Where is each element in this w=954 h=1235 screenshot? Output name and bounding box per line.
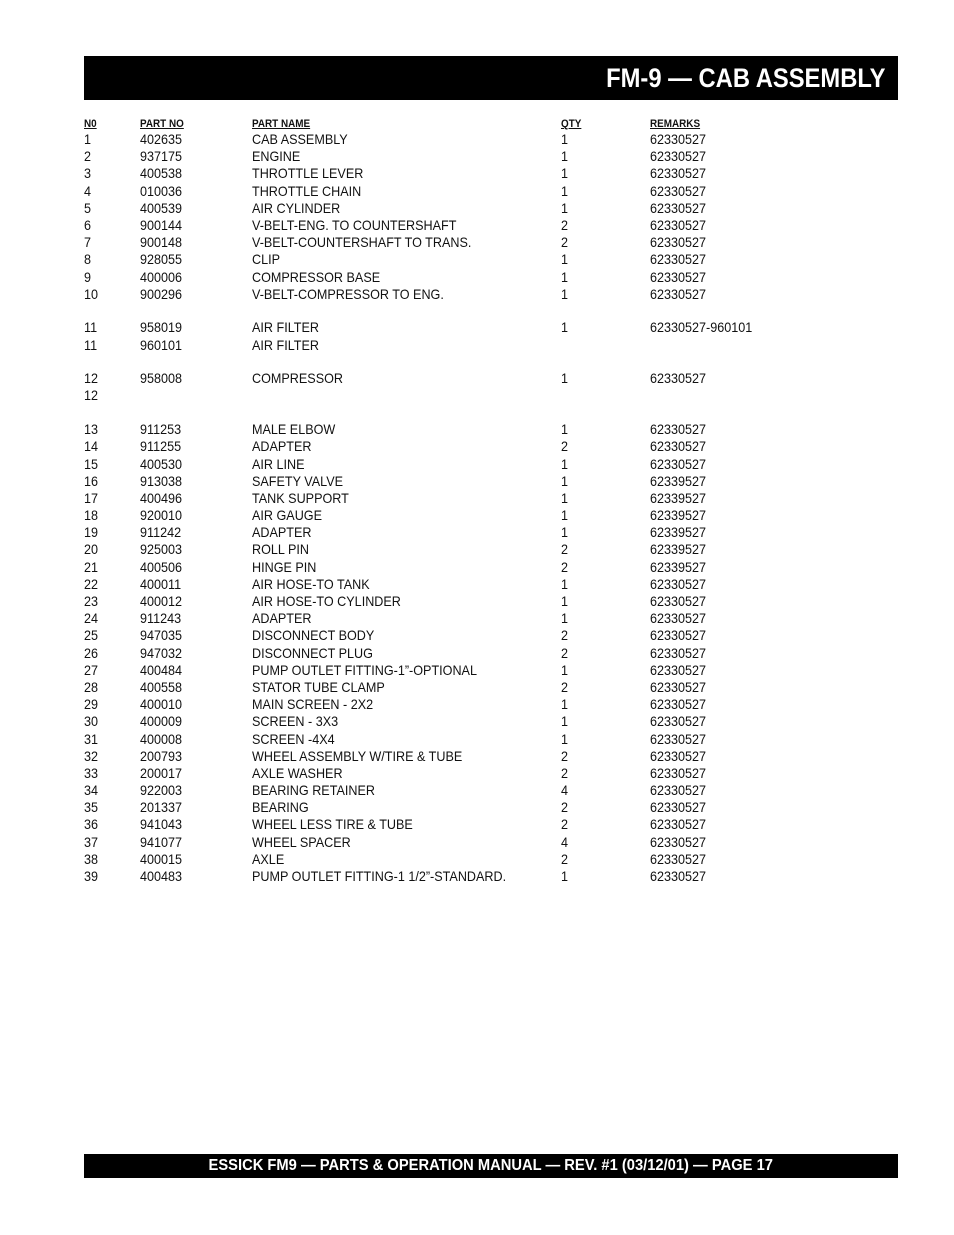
part-name-cell: COMPRESSOR BASE [252, 268, 381, 285]
part-name-cell: AIR FILTER [252, 319, 319, 336]
part-number-cell: 1 [84, 131, 92, 147]
part-name-cell: THROTTLE CHAIN [252, 182, 362, 199]
part-number-cell: 26 [84, 644, 99, 661]
qty-cell: 2 [561, 816, 569, 833]
page-footer-bar [84, 1154, 898, 1178]
table-row [84, 217, 844, 234]
part-name-cell: AIR CYLINDER [252, 199, 341, 216]
part-name-cell: PUMP OUTLET FITTING-1”-OPTIONAL [252, 661, 477, 678]
remarks-cell: 62330527 [650, 251, 707, 268]
part-no-cell: 913038 [140, 472, 183, 489]
qty-cell: 1 [561, 730, 569, 747]
part-name-cell: MALE ELBOW [252, 421, 336, 438]
qty-cell: 1 [561, 610, 569, 627]
part-number-cell: 8 [84, 251, 92, 268]
page-footer: ESSICK FM9 — PARTS & OPERATION MANUAL — REV. #1 (03/12/01) — PAGE 17 [208, 1157, 774, 1174]
part-number-cell: 18 [84, 507, 99, 524]
part-number-cell: 24 [84, 610, 99, 627]
part-no-cell: 400008 [140, 730, 183, 747]
remarks-cell: 62330527 [650, 216, 707, 233]
qty-cell: 2 [561, 216, 569, 233]
table-row [84, 387, 844, 404]
qty-cell: 1 [561, 489, 569, 506]
part-no-cell: 958019 [140, 319, 183, 336]
table-row [84, 679, 844, 696]
remarks-cell: 62330527 [650, 868, 707, 884]
qty-cell: 2 [561, 747, 569, 764]
remarks-cell: 62330527 [650, 593, 707, 609]
part-no-cell: 400009 [140, 713, 183, 730]
part-number-cell: 23 [84, 593, 99, 609]
qty-cell: 1 [561, 268, 569, 285]
part-name-cell: CLIP [252, 251, 281, 268]
remarks-cell: 62330527 [650, 850, 707, 867]
table-row [84, 782, 844, 799]
qty-cell: 1 [561, 370, 569, 387]
table-row [84, 541, 844, 558]
part-no-cell: 400558 [140, 678, 183, 695]
remarks-cell: 62330527 [650, 575, 707, 592]
part-name-cell: PUMP OUTLET FITTING-1 1/2”-STANDARD. [252, 868, 507, 884]
part-no-cell: 900148 [140, 234, 183, 251]
part-no-cell: 960101 [140, 336, 183, 353]
remarks-cell: 62330527 [650, 627, 707, 644]
page-title-bar [84, 56, 898, 100]
part-no-cell: 400538 [140, 165, 183, 182]
part-name-cell: MAIN SCREEN - 2X2 [252, 696, 374, 713]
part-name-cell: SAFETY VALVE [252, 472, 344, 489]
remarks-cell: 62330527 [650, 370, 707, 387]
part-no-cell: 400010 [140, 696, 183, 713]
qty-cell: 1 [561, 319, 569, 336]
part-name-cell: ADAPTER [252, 524, 312, 541]
column-header-number: N0 [84, 118, 97, 130]
part-name-cell: BEARING RETAINER [252, 782, 375, 799]
qty-cell: 2 [561, 644, 569, 661]
column-header-part-name: PART NAME [252, 118, 311, 130]
column-header-qty: QTY [561, 118, 582, 130]
remarks-cell: 62330527 [650, 644, 707, 661]
qty-cell: 2 [561, 558, 569, 575]
remarks-cell: 62330527 [650, 234, 707, 251]
table-row [84, 319, 844, 336]
remarks-cell: 62330527 [650, 833, 707, 850]
page-title: FM-9 — CAB ASSEMBLY [606, 63, 886, 93]
part-name-cell: ADAPTER [252, 610, 312, 627]
part-number-cell: 22 [84, 575, 99, 592]
part-no-cell: 911255 [140, 438, 182, 455]
table-row [84, 627, 844, 644]
remarks-cell: 62330527 [650, 661, 707, 678]
remarks-cell: 62339527 [650, 507, 707, 524]
part-no-cell: 941077 [140, 833, 183, 850]
table-row [84, 438, 844, 455]
part-name-cell: DISCONNECT PLUG [252, 644, 373, 661]
part-no-cell: 937175 [140, 148, 183, 165]
group-spacer [84, 303, 844, 320]
part-number-cell: 7 [84, 234, 92, 251]
part-name-cell: AIR GAUGE [252, 507, 323, 524]
part-number-cell: 35 [84, 799, 99, 816]
qty-cell: 2 [561, 627, 569, 644]
part-name-cell: V-BELT-ENG. TO COUNTERSHAFT [252, 216, 457, 233]
part-name-cell: AIR LINE [252, 455, 305, 472]
part-no-cell: 925003 [140, 541, 183, 558]
part-no-cell: 200017 [140, 764, 183, 781]
qty-cell: 2 [561, 541, 569, 558]
qty-cell: 1 [561, 472, 569, 489]
part-number-cell: 11 [84, 319, 98, 336]
table-row [84, 286, 844, 303]
part-number-cell: 9 [84, 268, 92, 285]
part-number-cell: 16 [84, 472, 99, 489]
remarks-cell: 62330527 [650, 199, 707, 216]
qty-cell: 1 [561, 713, 569, 730]
qty-cell: 2 [561, 438, 569, 455]
remarks-cell: 62330527 [650, 421, 707, 438]
table-row [84, 662, 844, 679]
remarks-cell: 62330527 [650, 713, 707, 730]
qty-cell: 2 [561, 234, 569, 251]
table-row [84, 234, 844, 251]
qty-cell: 4 [561, 833, 569, 850]
table-row [84, 576, 844, 593]
table-row [84, 713, 844, 730]
qty-cell: 1 [561, 199, 569, 216]
remarks-cell: 62330527 [650, 764, 707, 781]
table-row [84, 473, 844, 490]
qty-cell: 1 [561, 285, 569, 302]
part-no-cell: 911242 [140, 524, 182, 541]
part-no-cell: 400006 [140, 268, 183, 285]
part-no-cell: 941043 [140, 816, 183, 833]
part-number-cell: 38 [84, 850, 99, 867]
part-no-cell: 947032 [140, 644, 183, 661]
part-no-cell: 400539 [140, 199, 183, 216]
group-spacer [84, 354, 844, 371]
remarks-cell: 62330527 [650, 610, 707, 627]
table-row [84, 696, 844, 713]
remarks-cell: 62330527-960101 [650, 319, 753, 336]
part-number-cell: 5 [84, 199, 92, 216]
table-row [84, 421, 844, 438]
part-number-cell: 12 [84, 370, 99, 387]
part-number-cell: 20 [84, 541, 99, 558]
table-row [84, 868, 844, 885]
remarks-cell: 62330527 [650, 148, 707, 165]
part-name-cell: WHEEL LESS TIRE & TUBE [252, 816, 413, 833]
part-no-cell: 911243 [140, 610, 182, 627]
qty-cell: 1 [561, 251, 569, 268]
qty-cell: 1 [561, 661, 569, 678]
part-name-cell: WHEEL SPACER [252, 833, 351, 850]
remarks-cell: 62330527 [650, 165, 707, 182]
remarks-cell: 62330527 [650, 182, 707, 199]
part-no-cell: 200793 [140, 747, 183, 764]
remarks-cell: 62330527 [650, 730, 707, 747]
qty-cell: 1 [561, 455, 569, 472]
part-name-cell: V-BELT-COMPRESSOR TO ENG. [252, 285, 444, 302]
part-name-cell: HINGE PIN [252, 558, 317, 575]
qty-cell: 1 [561, 593, 569, 609]
remarks-cell: 62330527 [650, 816, 707, 833]
remarks-cell: 62330527 [650, 285, 707, 302]
table-row [84, 131, 844, 148]
column-header-part-no: PART NO [140, 118, 184, 130]
part-name-cell: THROTTLE LEVER [252, 165, 364, 182]
qty-cell: 1 [561, 148, 569, 165]
table-row [84, 269, 844, 286]
part-number-cell: 13 [84, 421, 99, 438]
part-name-cell: SCREEN -4X4 [252, 730, 335, 747]
part-no-cell: 928055 [140, 251, 183, 268]
qty-cell: 2 [561, 764, 569, 781]
part-number-cell: 10 [84, 285, 99, 302]
part-name-cell: ENGINE [252, 148, 301, 165]
part-number-cell: 33 [84, 764, 99, 781]
part-name-cell: CAB ASSEMBLY [252, 131, 348, 147]
table-row [84, 731, 844, 748]
part-name-cell: WHEEL ASSEMBLY W/TIRE & TUBE [252, 747, 463, 764]
part-number-cell: 36 [84, 816, 99, 833]
table-row [84, 337, 844, 354]
qty-cell: 1 [561, 524, 569, 541]
table-row [84, 200, 844, 217]
remarks-cell: 62339527 [650, 541, 707, 558]
part-name-cell: AXLE [252, 850, 285, 867]
table-row [84, 559, 844, 576]
part-name-cell: ADAPTER [252, 438, 312, 455]
remarks-cell: 62330527 [650, 438, 707, 455]
remarks-cell: 62330527 [650, 696, 707, 713]
qty-cell: 2 [561, 678, 569, 695]
remarks-cell: 62330527 [650, 678, 707, 695]
qty-cell: 1 [561, 868, 569, 884]
part-number-cell: 6 [84, 216, 92, 233]
part-name-cell: ROLL PIN [252, 541, 309, 558]
part-name-cell: STATOR TUBE CLAMP [252, 678, 385, 695]
part-no-cell: 900296 [140, 285, 183, 302]
table-row [84, 645, 844, 662]
part-number-cell: 2 [84, 148, 92, 165]
table-row [84, 799, 844, 816]
table-row [84, 593, 844, 610]
part-number-cell: 17 [84, 489, 99, 506]
part-no-cell: 400484 [140, 661, 183, 678]
remarks-cell: 62330527 [650, 268, 707, 285]
part-number-cell: 3 [84, 165, 92, 182]
table-row [84, 456, 844, 473]
part-number-cell: 21 [84, 558, 99, 575]
remarks-cell: 62339527 [650, 472, 707, 489]
part-no-cell: 400506 [140, 558, 183, 575]
table-row [84, 816, 844, 833]
part-no-cell: 922003 [140, 782, 183, 799]
part-number-cell: 14 [84, 438, 99, 455]
part-number-cell: 31 [84, 730, 99, 747]
qty-cell: 2 [561, 850, 569, 867]
part-name-cell: AIR FILTER [252, 336, 319, 353]
part-number-cell: 4 [84, 182, 92, 199]
part-no-cell: 400483 [140, 868, 183, 884]
qty-cell: 1 [561, 131, 569, 147]
remarks-cell: 62330527 [650, 455, 707, 472]
table-row [84, 765, 844, 782]
table-row [84, 834, 844, 851]
remarks-cell: 62339527 [650, 524, 707, 541]
part-number-cell: 25 [84, 627, 99, 644]
qty-cell: 1 [561, 696, 569, 713]
table-row [84, 165, 844, 182]
remarks-cell: 62330527 [650, 799, 707, 816]
part-no-cell: 400012 [140, 593, 183, 609]
table-row [84, 748, 844, 765]
qty-cell: 1 [561, 421, 569, 438]
part-no-cell: 402635 [140, 131, 183, 147]
part-number-cell: 32 [84, 747, 99, 764]
remarks-cell: 62330527 [650, 747, 707, 764]
part-number-cell: 15 [84, 455, 99, 472]
part-number-cell: 39 [84, 868, 99, 884]
table-row [84, 490, 844, 507]
group-spacer [84, 405, 844, 422]
part-number-cell: 28 [84, 678, 99, 695]
part-no-cell: 010036 [140, 182, 183, 199]
part-no-cell: 947035 [140, 627, 183, 644]
part-no-cell: 400530 [140, 455, 183, 472]
qty-cell: 2 [561, 799, 569, 816]
qty-cell: 1 [561, 507, 569, 524]
table-header-row [84, 117, 844, 131]
part-number-cell: 11 [84, 336, 98, 353]
qty-cell: 4 [561, 782, 569, 799]
qty-cell: 1 [561, 575, 569, 592]
remarks-cell: 62330527 [650, 131, 707, 147]
part-name-cell: DISCONNECT BODY [252, 627, 375, 644]
part-number-cell: 27 [84, 661, 99, 678]
part-no-cell: 920010 [140, 507, 183, 524]
part-number-cell: 34 [84, 782, 99, 799]
column-header-remarks: REMARKS [650, 118, 701, 130]
qty-cell: 1 [561, 182, 569, 199]
part-name-cell: BEARING [252, 799, 309, 816]
table-row [84, 251, 844, 268]
table-row [84, 610, 844, 627]
part-name-cell: AIR HOSE-TO TANK [252, 575, 370, 592]
part-name-cell: SCREEN - 3X3 [252, 713, 339, 730]
remarks-cell: 62339527 [650, 489, 707, 506]
table-row [84, 507, 844, 524]
part-no-cell: 400496 [140, 489, 183, 506]
qty-cell: 1 [561, 165, 569, 182]
table-row [84, 524, 844, 541]
part-number-cell: 19 [84, 524, 99, 541]
table-row [84, 183, 844, 200]
remarks-cell: 62330527 [650, 782, 707, 799]
part-no-cell: 900144 [140, 216, 183, 233]
part-no-cell: 400011 [140, 575, 182, 592]
parts-table [84, 117, 844, 885]
table-row [84, 370, 844, 387]
part-number-cell: 29 [84, 696, 99, 713]
table-row [84, 148, 844, 165]
remarks-cell: 62339527 [650, 558, 707, 575]
part-name-cell: TANK SUPPORT [252, 489, 349, 506]
part-number-cell: 30 [84, 713, 99, 730]
table-row [84, 851, 844, 868]
part-name-cell: AIR HOSE-TO CYLINDER [252, 593, 401, 609]
part-no-cell: 201337 [140, 799, 183, 816]
part-name-cell: V-BELT-COUNTERSHAFT TO TRANS. [252, 234, 472, 251]
part-name-cell: COMPRESSOR [252, 370, 344, 387]
part-no-cell: 911253 [140, 421, 182, 438]
part-number-cell: 12 [84, 387, 99, 404]
part-number-cell: 37 [84, 833, 99, 850]
part-no-cell: 958008 [140, 370, 183, 387]
part-name-cell: AXLE WASHER [252, 764, 343, 781]
part-no-cell: 400015 [140, 850, 183, 867]
